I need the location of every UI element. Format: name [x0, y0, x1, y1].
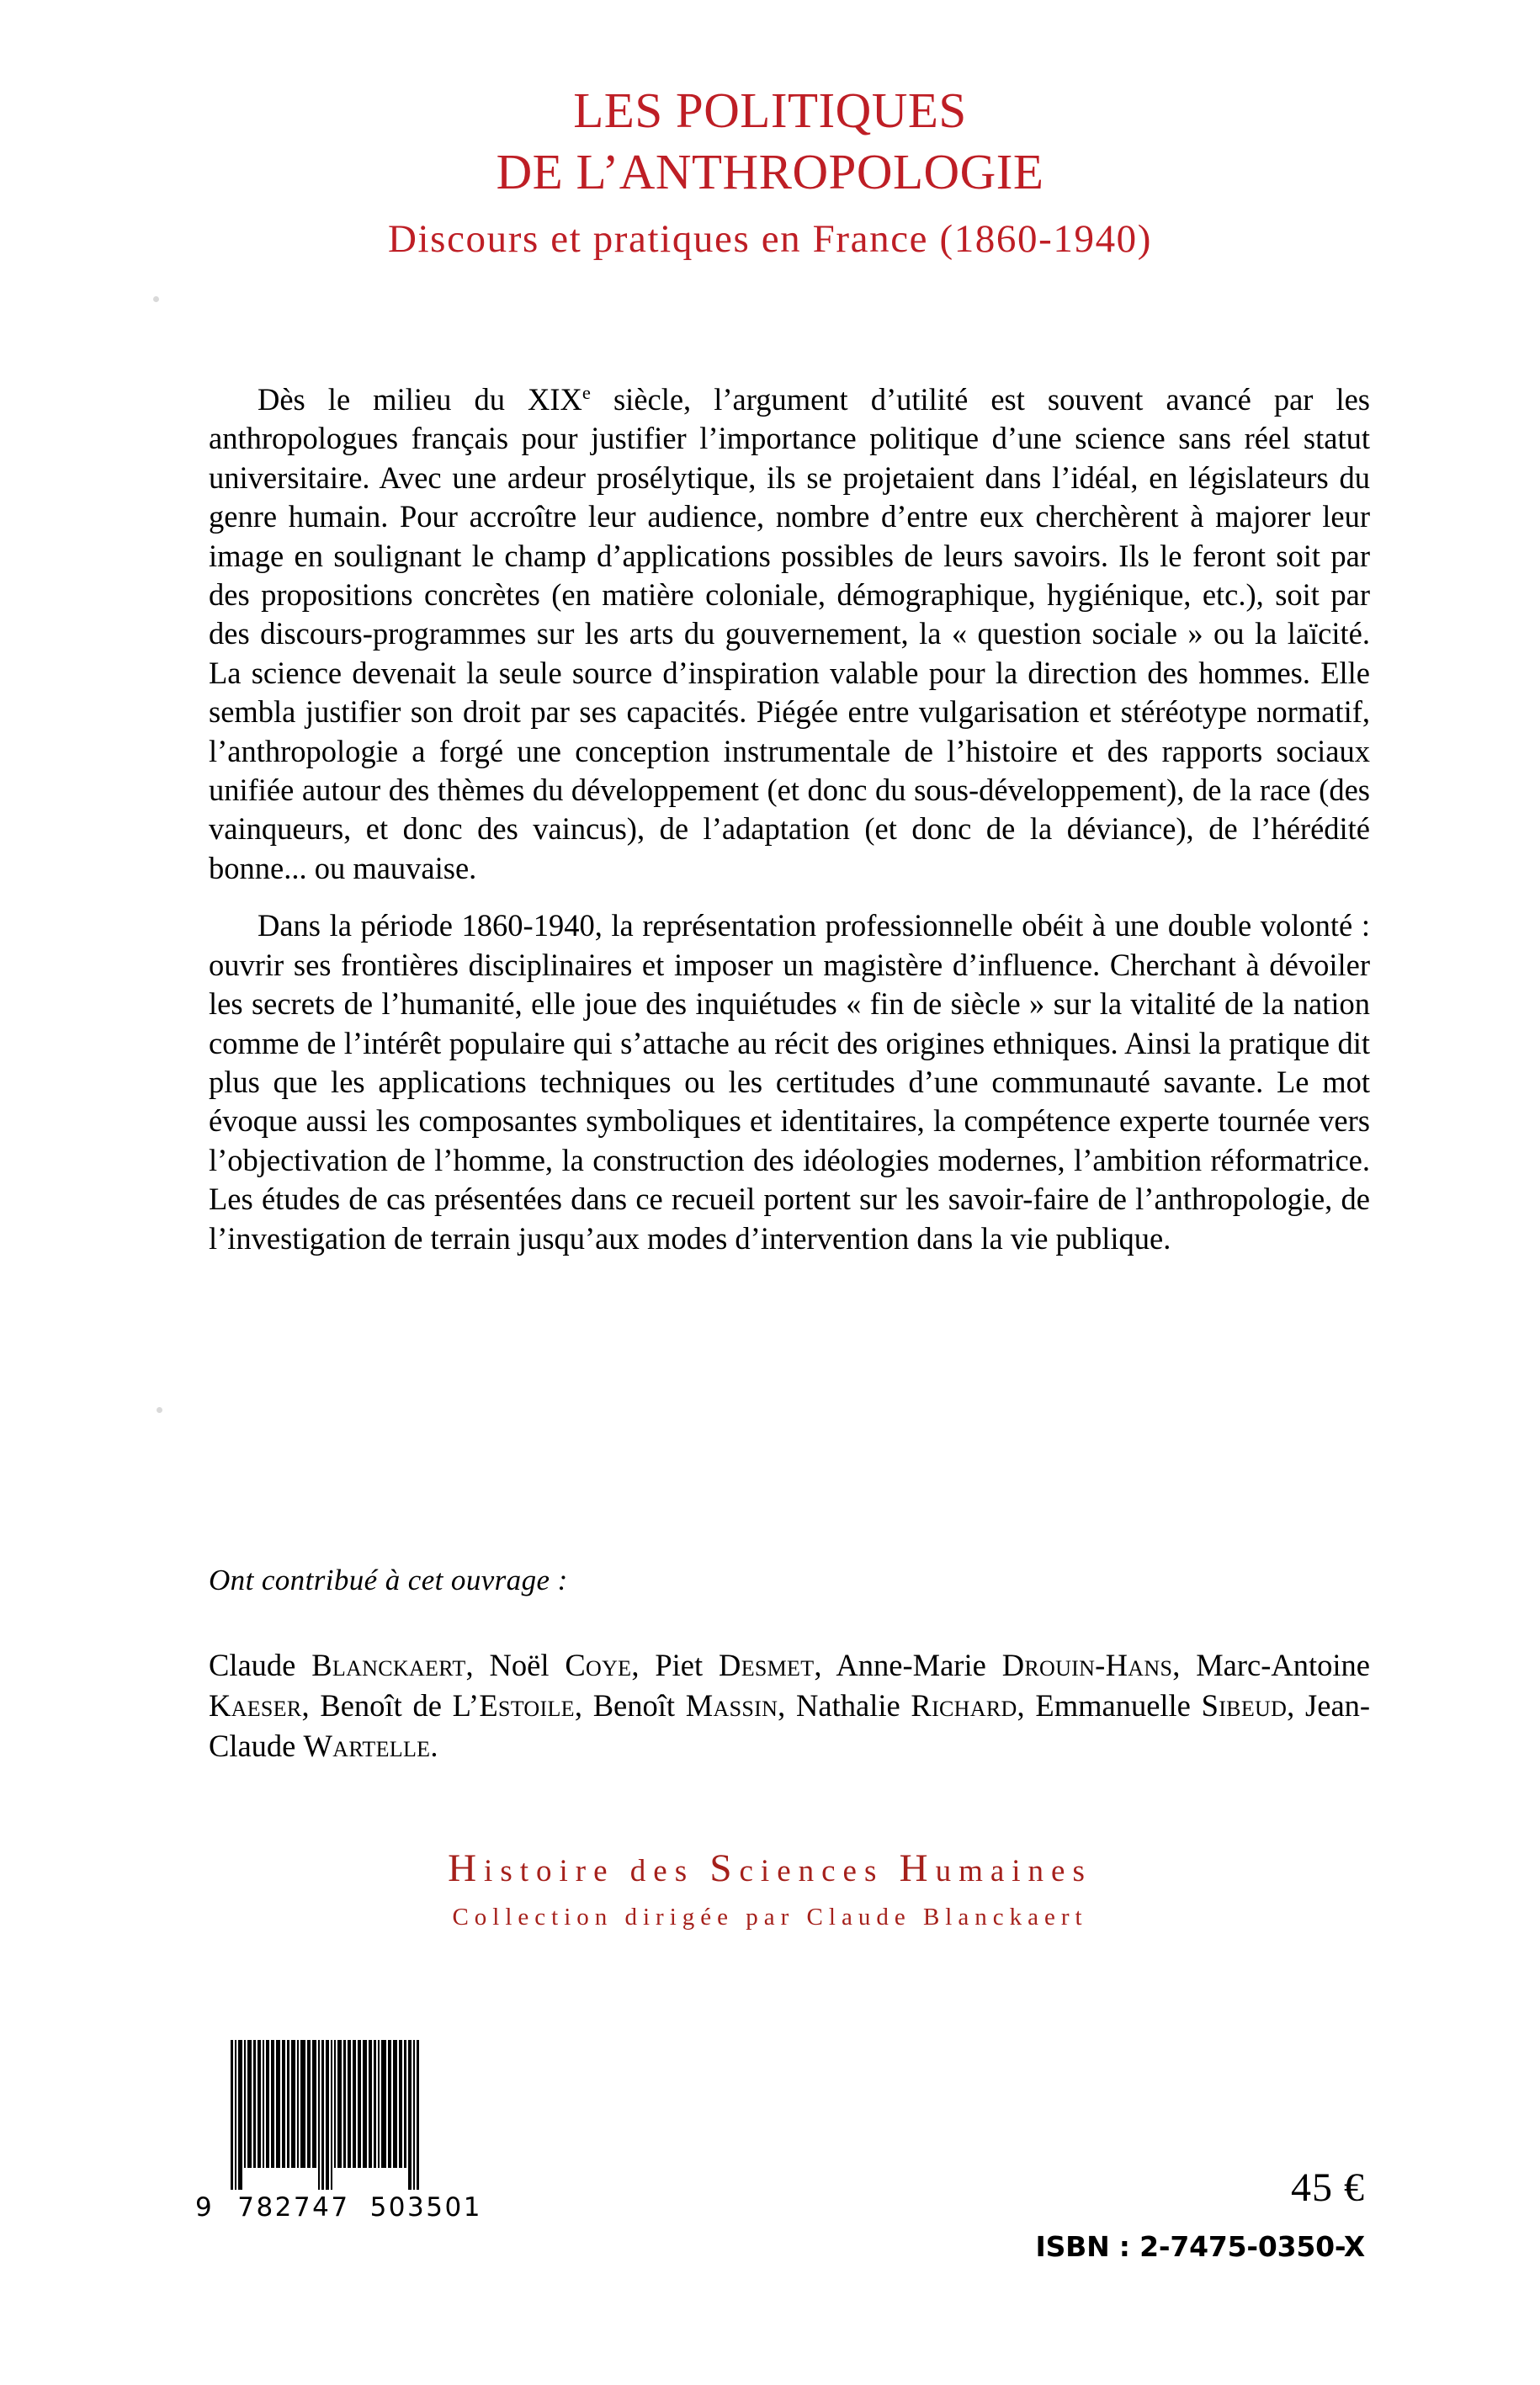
contributor-separator: , [1017, 1688, 1036, 1723]
barcode-digits-left: 782747 [237, 2192, 350, 2223]
barcode-bar [291, 2040, 295, 2168]
series-title-word: umaines [935, 1854, 1092, 1888]
contributor-surname: Kaeser [209, 1688, 302, 1723]
barcode-bar [331, 2040, 332, 2190]
contributor-surname: Blanckaert [311, 1648, 466, 1682]
contributor-surname: Sibeud [1201, 1688, 1288, 1723]
contributor-surname: Wartelle [303, 1729, 431, 1763]
contributor-first-name: Piet [655, 1648, 720, 1682]
barcode-bar [287, 2040, 289, 2168]
contributor-separator: , [631, 1648, 656, 1682]
series-title-word: ciences [739, 1854, 900, 1888]
barcode-bar [408, 2040, 412, 2190]
contributor-separator: , [814, 1648, 836, 1682]
contributor-separator: . [430, 1729, 438, 1763]
barcode-bar [244, 2040, 246, 2168]
barcode-bar [413, 2040, 415, 2190]
barcode-bar [247, 2040, 252, 2168]
contributor-surname: Drouin-Hans [1001, 1648, 1173, 1682]
contributor-surname: Massin [685, 1688, 778, 1723]
contributor-surname: Richard [911, 1688, 1017, 1723]
contributor-separator: , [465, 1648, 490, 1682]
blurb-p1-pre: Dès le milieu du XIX [258, 382, 582, 417]
contributor-separator: , [1287, 1688, 1306, 1723]
barcode-digits [195, 2192, 498, 2223]
barcode-bar [369, 2040, 372, 2168]
barcode-bar [378, 2040, 380, 2168]
barcode-bar [343, 2040, 346, 2168]
barcode-bar [388, 2040, 391, 2168]
barcode-bar [297, 2040, 299, 2168]
contributor-first-name: Benoît de [320, 1688, 453, 1723]
contributor-first-name: Anne-Marie [836, 1648, 1002, 1682]
barcode-bar [231, 2040, 233, 2190]
barcode-bar [307, 2040, 311, 2168]
series-title-initial: H [899, 1846, 936, 1890]
series-block [0, 1846, 1540, 1934]
barcode-bar [318, 2040, 320, 2190]
contributor-first-name: Noël [489, 1648, 566, 1682]
blurb-p1-post: siècle, l’argument d’utilité est souvent avancé par les anthropologues français pour justifier l’importance politique d’une science sans réel statut universitaire. Avec une ardeur prosélytique, ils se projetaient dans l’idéal, en législateurs du genre humain. Pour accroître leur audience, nombre d’entre eux cherchèrent à majorer leur image en soulignant le champ d’applications possibles de leurs savoirs. Ils le feront soit par des propositions concrètes (en matière coloniale, démographique, hygiénique, etc.), soit par des discours-programmes sur les arts du gouvernement, la « question sociale » ou la laïcité. La science devenait la seule source d’inspiration valable pour la direction des hommes. Elle sembla justifier son droit par ses capacités. Piégée entre vulgarisation et stéréotype normatif, l’anthropologie a forgé une conception instrumentale de l’histoire et des rapports sociaux unifiée autour des thèmes du développement (et donc du sous-développement), de la race (des vainqueurs, et donc des vaincus), de l’adaptation (et donc de la déviance), de l’hérédité bonne... ou mauvaise. [209, 382, 1370, 885]
blurb-paragraph-1 [209, 380, 1370, 888]
contributors-list [209, 1645, 1370, 1766]
barcode-bar [417, 2040, 419, 2190]
barcode-bar [266, 2040, 269, 2168]
contributors-lead-in: Ont contribué à cet ouvrage : [209, 1564, 568, 1596]
registration-mark-upper [153, 296, 159, 302]
barcode-bar [358, 2040, 361, 2168]
series-editor-line: Collection dirigée par Claude Blanckaert [452, 1904, 1088, 1931]
book-subtitle: Discours et pratiques en France (1860-1940) [387, 217, 1153, 261]
barcode-bar [321, 2040, 324, 2190]
series-title-word: istoire [484, 1854, 630, 1888]
barcode [195, 2040, 498, 2223]
barcode-bar [282, 2040, 285, 2168]
book-title-line-2: DE L’ANTHROPOLOGIE [496, 144, 1044, 199]
contributor-first-name: Benoît [592, 1688, 686, 1723]
contributor-surname: Coye [565, 1648, 632, 1682]
contributor-first-name: Emmanuelle [1035, 1688, 1202, 1723]
barcode-bar [334, 2040, 336, 2168]
barcode-bar [404, 2040, 406, 2168]
barcode-bar [348, 2040, 351, 2168]
barcode-bar [276, 2040, 280, 2168]
barcode-digit-lead: 9 [195, 2192, 215, 2223]
barcode-bar [258, 2040, 261, 2168]
barcode-bar [363, 2040, 367, 2168]
series-title [0, 1846, 1540, 1890]
series-title-word: des [629, 1854, 710, 1888]
ordinal-superscript: e [581, 381, 591, 403]
contributor-separator: , [301, 1688, 321, 1723]
contributor-separator: , [574, 1688, 593, 1723]
series-title-initial: H [448, 1846, 485, 1890]
book-title-line-1: LES POLITIQUES [573, 82, 967, 138]
contributor-separator: , [778, 1688, 797, 1723]
blurb-text [209, 380, 1370, 1258]
barcode-bar [337, 2040, 342, 2168]
contributor-surname: L’Estoile [452, 1688, 575, 1723]
barcode-bar [353, 2040, 356, 2168]
barcode-bars [231, 2040, 498, 2168]
barcode-bar [326, 2040, 329, 2190]
price-label: 45 € [1291, 2165, 1365, 2210]
barcode-bar [253, 2040, 256, 2168]
barcode-bar [399, 2040, 402, 2168]
barcode-bar [271, 2040, 274, 2168]
barcode-digits-right: 503501 [369, 2192, 482, 2223]
barcode-bar [393, 2040, 397, 2168]
isbn-label: ISBN : 2-7475-0350-X [1035, 2230, 1365, 2263]
series-title-initial: S [709, 1846, 740, 1890]
contributor-surname: Desmet [719, 1648, 815, 1682]
barcode-bar [263, 2040, 264, 2168]
contributor-first-name: Jean-Claude [209, 1688, 1371, 1763]
contributor-first-name: Nathalie [796, 1688, 911, 1723]
blurb-paragraph-2: Dans la période 1860-1940, la représentation professionnelle obéit à une double volonté : ouvrir ses frontières disciplinaires et imposer un magistère d’influence. Cherchant à dévoiler les secrets de l’humanité, elle joue des inquiétudes « fin de siècle » sur la vitalité de la nation comme de l’intérêt populaire qui s’attache au récit des origines ethniques. Ainsi la pratique dit plus que les applications techniques ou les certitudes d’une communauté savante. Le mot évoque aussi les composantes symboliques et identitaires, la compétence experte tournée vers l’objectivation de l’homme, la construction des idéologies modernes, l’ambition réformatrice. Les études de cas présentées dans ce recueil portent sur les savoir-faire de l’anthropologie, de l’investigation de terrain jusqu’aux modes d’intervention dans la vie publique. [209, 908, 1370, 1256]
barcode-bar [312, 2040, 316, 2168]
contributor-first-name: Claude [209, 1648, 312, 1682]
title-block [0, 80, 1540, 267]
barcode-bar [238, 2040, 242, 2190]
barcode-bar [381, 2040, 386, 2168]
barcode-bar [300, 2040, 305, 2168]
contributor-separator: , [1172, 1648, 1197, 1682]
contributor-first-name: Marc-Antoine [1196, 1648, 1370, 1682]
barcode-bar [374, 2040, 376, 2168]
barcode-bar [235, 2040, 236, 2190]
registration-mark-lower [157, 1407, 162, 1413]
